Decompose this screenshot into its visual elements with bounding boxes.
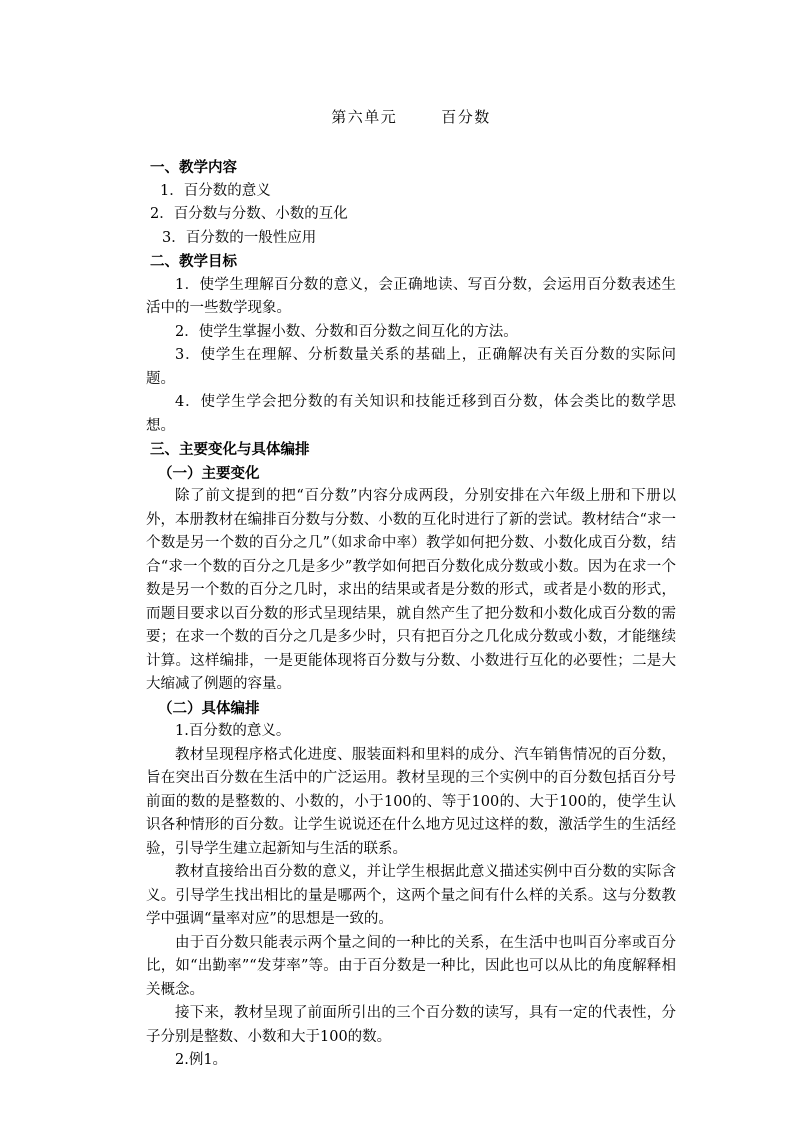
goal-paragraph-3: 3．使学生在理解、分析数量关系的基础上，正确解决有关百分数的实际问题。: [146, 347, 676, 387]
content-item-3: 3．百分数的一般性应用: [162, 229, 317, 246]
arrangement-paragraph-6: 2.例1。: [175, 1052, 228, 1068]
content-item-1: 1．百分数的意义: [160, 182, 271, 199]
section-heading-changes: 三、主要变化与具体编排: [150, 441, 310, 458]
arrangement-paragraph-1: 1.百分数的意义。: [175, 723, 291, 739]
page-title: [146, 98, 676, 136]
arrangement-paragraph-4: 由于百分数只能表示两个量之间的一种比的关系，在生活中也叫百分率或百分比，如“出勤率”“发芽率”等。由于百分数是一种比，因此也可以从比的角度解释相关概念。: [146, 934, 676, 998]
document-body: [146, 98, 676, 1073]
arrangement-paragraph-5: 接下来，教材呈现了前面所引出的三个百分数的读写，具有一定的代表性，分子分别是整数、小数和大于100的数。: [146, 1005, 676, 1045]
goal-paragraph-4: 4．使学生学会把分数的有关知识和技能迁移到百分数，体会类比的数学思想。: [146, 394, 676, 434]
goal-paragraph-2: 2．使学生掌握小数、分数和百分数之间互化的方法。: [175, 323, 518, 340]
subsection-heading-arrangement: （二）具体编排: [158, 699, 260, 717]
title-topic: 百分数: [441, 108, 491, 126]
arrangement-paragraph-3: 教材直接给出百分数的意义，并让学生根据此意义描述实例中百分数的实际含义。引导学生找出相比的量是哪两个，这两个量之间有什么样的关系。这与分数教学中强调“量率对应”的思想是一致的。: [146, 864, 676, 927]
section-heading-goals: 二、教学目标: [150, 253, 237, 270]
changes-paragraph: 除了前文提到的把“百分数”内容分成两段，分别安排在六年级上册和下册以外，本册教材在编排百分数与分数、小数的互化时进行了新的尝试。教材结合“求一个数是另一个数的百分之几”（如求命中率）教学如何把分数、小数化成百分数，结合“求一个数的百分之几是多少”教学如何把百分数化成分数或小数。因为在求一个数是另一个数的百分之几时，求出的结果或者是分数的形式，或者是小数的形式，而题目要求以百分数的形式呈现结果，就自然产生了把分数和小数化成百分数的需要；在求一个数的百分之几是多少时，只有把百分之几化成分数或小数，才能继续计算。这样编排，一是更能体现将百分数与分数、小数进行互化的必要性；二是大大缩减了例题的容量。: [146, 488, 676, 692]
goal-paragraph-1: 1．使学生理解百分数的意义，会正确地读、写百分数，会运用百分数表述生活中的一些数学现象。: [146, 276, 676, 316]
section-heading-content: 一、教学内容: [150, 159, 237, 176]
title-unit: 第六单元: [331, 108, 398, 126]
subsection-heading-changes: （一）主要变化: [158, 464, 260, 482]
arrangement-paragraph-2: 教材呈现程序格式化进度、服装面料和里料的成分、汽车销售情况的百分数，旨在突出百分数在生活中的广泛运用。教材呈现的三个实例中的百分数包括百分号前面的数的是整数的、小数的，小于100的、等于100的、大于100的，使学生认识各种情形的百分数。让学生说说还在什么地方见过这样的数，激活学生的生活经验，引导学生建立起新知与生活的联系。: [146, 746, 676, 857]
content-item-2: 2．百分数与分数、小数的互化: [150, 206, 348, 222]
